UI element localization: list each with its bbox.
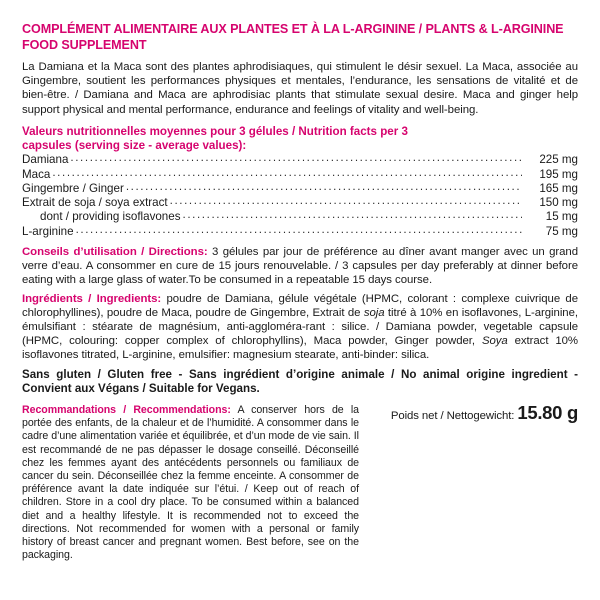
ingredients-body-part1: poudre de Damiana, gélule végétale (HPMC, colorant : complexe cuivrique de chlorophyllines), poudre de Maca, poudre de Gingembre, Extrait de <box>22 292 578 319</box>
nutrition-row-value: 165 mg <box>539 181 578 195</box>
ingredient-soja-fr: soja <box>363 306 385 319</box>
nutrition-row-value: 75 mg <box>545 224 578 238</box>
nutrition-row-value: 150 mg <box>539 196 578 210</box>
ingredient-soya-en: Soya <box>481 335 508 348</box>
dot-leader <box>52 166 522 180</box>
claims-line: Sans gluten / Gluten free - Sans ingrédient d’origine animale / No animal origine ingredient - Convient aux Végans / Suitable for Vegans. <box>22 367 578 395</box>
ingredients-body-part2: titré à 10% en isoflavones, L-arginine, émulsifiant : stéarate de magnésium, anti-aggloméra-rant : silice. / Damiana powder, vegetable capsule (HPMC, colouring: copper complex of chlorophyllins), Maca powder, Ginger powder, <box>22 306 578 348</box>
dot-leader <box>70 151 522 165</box>
dot-leader <box>126 180 522 194</box>
nutrition-row <box>22 225 578 239</box>
ingredients-body-part3: extract 10% isoflavones titrated, L-arginine, emulsifier: magnesium stearate, anti-binder: silica. <box>22 335 578 362</box>
nutrition-row-name: L-arginine <box>22 224 74 238</box>
net-weight-label: Poids net / Nettogewicht: <box>390 410 515 423</box>
recommendations-paragraph <box>22 404 359 562</box>
nutrition-row-name: Extrait de soja / soya extract <box>22 196 168 210</box>
directions-body: 3 gélules par jour de préférence au dîner avant manger avec un grand verre d’eau. A consommer en cure de 15 jours renouvelable. / 3 capsules per day preferably at dinner before eating with a large glass of water.To be consumed in a repeatable 15 days course. <box>22 246 579 287</box>
dot-leader <box>170 194 522 208</box>
nutrition-row-name: Damiana <box>22 153 69 167</box>
nutrition-row-name: dont / providing isoflavones <box>40 210 181 224</box>
net-weight-value: 15.80 g <box>517 402 578 424</box>
recommendations-body: A conserver hors de la portée des enfants, de la chaleur et de l’humidité. A consommer dans le cadre d’une alimentation variée et équilibrée, et d’un mode de vie sain. Il est recommandé de ne pas dépasser le dosage conseillé. Déconseillé chez les femmes ayant des antécédents personnels ou familiaux de cancer du sein. Déconseillée chez la femme enceinte. A consommer de préférence avant la date indiquée sur l’étui. / Keep out of reach of children. Store in a cool dry place. To be consumed within a balanced diet and a healthy lifestyle. It is recommended not to exceed the directions. Not recommended for women with a personal or family history of breast cancer and pregnant women. Best before, see on the packaging. <box>22 404 359 562</box>
ingredients-heading: Ingrédients / Ingredients: <box>22 292 162 305</box>
intro-paragraph: La Damiana et la Maca sont des plantes aphrodisiaques, qui stimulent le désir sexuel. La Maca, associée au Gingembre, soutient les performances physiques et mentales, l’endurance, les sensations de vitalité et de bien-être. / Damiana and Maca are aphrodisiac plants that stimulate sexual desire. Maca and ginger help support physical and mental performance, endurance and feelings of vitality and well-being. <box>22 61 578 116</box>
directions-paragraph <box>22 245 578 288</box>
ingredients-paragraph <box>22 292 578 363</box>
page-title: COMPLÉMENT ALIMENTAIRE AUX PLANTES ET À LA L-ARGININE / PLANTS & L-ARGININE FOOD SUPPLEMENT <box>22 22 564 52</box>
recommendations-block <box>22 404 359 562</box>
nutrition-facts-heading: Valeurs nutritionnelles moyennes pour 3 gélules / Nutrition facts per 3 capsules (serving size - average values): <box>22 124 408 153</box>
dot-leader <box>76 223 522 237</box>
nutrition-facts-table <box>22 153 578 239</box>
nutrition-row-name: Gingembre / Ginger <box>22 181 124 195</box>
recommendations-heading: Recommandations / Recommendations: <box>22 404 231 416</box>
nutrition-row-value: 15 mg <box>545 210 578 224</box>
nutrition-row-name: Maca <box>22 167 51 181</box>
nutrition-row-value: 225 mg <box>539 153 578 167</box>
dot-leader <box>183 208 522 222</box>
nutrition-row-value: 195 mg <box>539 167 578 181</box>
directions-heading: Conseils d’utilisation / Directions: <box>22 246 208 258</box>
